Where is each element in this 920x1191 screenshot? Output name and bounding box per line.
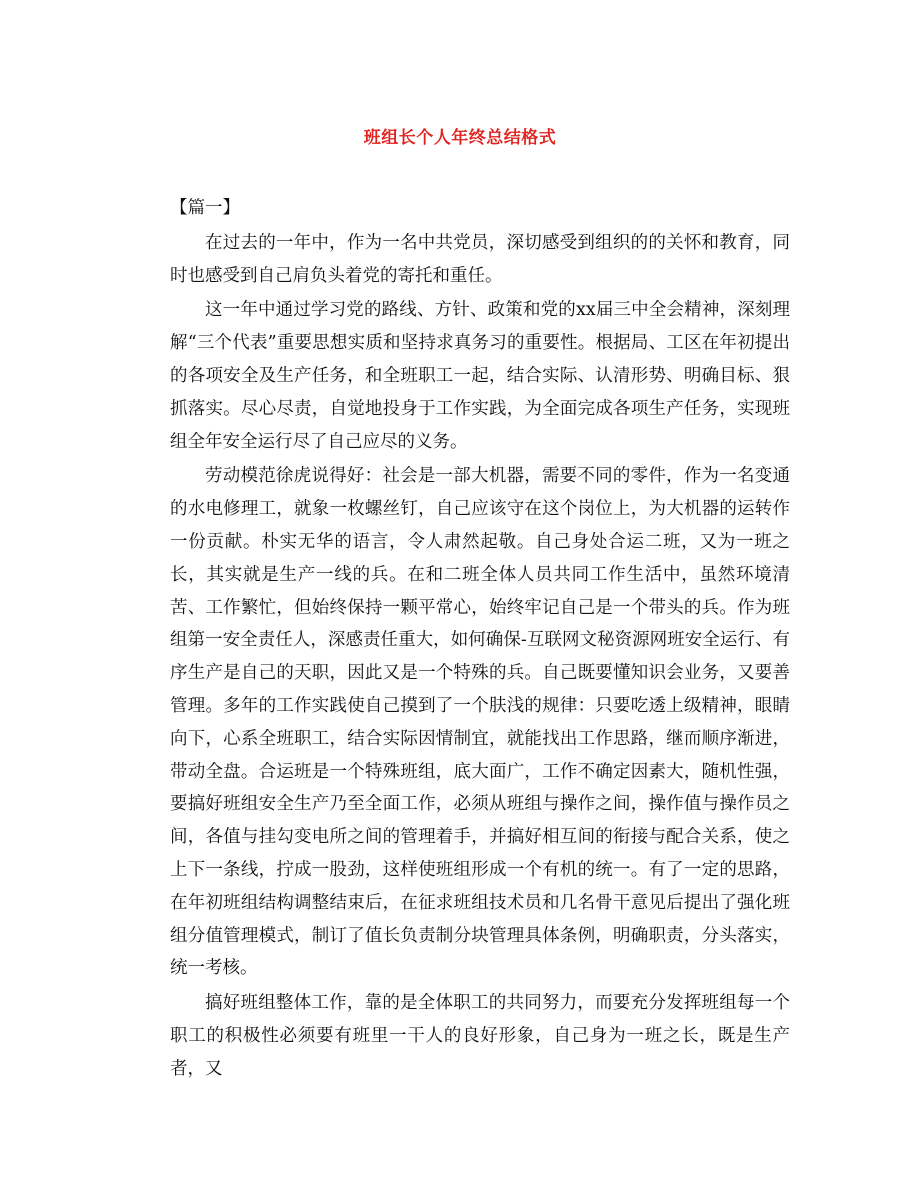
paragraph: 在过去的一年中，作为一名中共党员，深切感受到组织的的关怀和教育，同时也感受到自己肩负头着党的寄托和重任。 bbox=[170, 232, 790, 286]
paragraph: 这一年中通过学习党的路线、方针、政策和党的xx届三中全会精神，深刻理解“三个代表”重要思想实质和坚持求真务习的重要性。根据局、工区在年初提出的各项安全及生产任务，和全班职工一起，结合实际、认清形势、明确目标、狠抓落实。尽心尽责，自觉地投身于工作实践，为全面完成各项生产任务，实现班组全年安全运行尽了自己应尽的义务。 bbox=[170, 300, 790, 452]
document-body bbox=[170, 192, 790, 1088]
paragraph: 劳动模范徐虎说得好：社会是一部大机器，需要不同的零件，作为一名变通的水电修理工，就象一枚螺丝钉，自己应该守在这个岗位上，为大机器的运转作一份贡献。朴实无华的语言，令人肃然起敬。自己身处合运二班，又为一班之长，其实就是生产一线的兵。在和二班全体人员共同工作生活中，虽然环境清苦、工作繁忙，但始终保持一颗平常心，始终牢记自己是一个带头的兵。作为班组第一安全责任人，深感责任重大，如何确保-互联网文秘资源网班安全运行、有序生产是自己的天职，因此又是一个特殊的兵。自己既要懂知识会业务，又要善管理。多年的工作实践使自己摸到了一个肤浅的规律：只要吃透上级精神，眼睛向下，心系全班职工，结合实际因情制宜，就能找出工作思路，继而顺序渐进，带动全盘。合运班是一个特殊班组，底大面广，工作不确定因素大，随机性强，要搞好班组安全生产乃至全面工作，必须从班组与操作之间，操作值与操作员之间，各值与挂勾变电所之间的管理着手，并搞好相互间的衔接与配合关系，使之上下一条线，拧成一股劲，这样使班组形成一个有机的统一。有了一定的思路，在年初班组结构调整结束后，在征求班组技术员和几名骨干意见后提出了强化班组分值管理模式，制订了值长负责制分块管理具体条例，明确职责，分头落实，统一考核。 bbox=[170, 466, 790, 979]
section-label: 【篇一】 bbox=[170, 198, 240, 218]
paragraph: 搞好班组整体工作，靠的是全体职工的共同努力，而要充分发挥班组每一个职工的积极性必须要有班里一干人的良好形象，自己身为一班之长，既是生产者，又 bbox=[170, 993, 790, 1079]
document-title: 班组长个人年终总结格式 bbox=[363, 128, 557, 148]
